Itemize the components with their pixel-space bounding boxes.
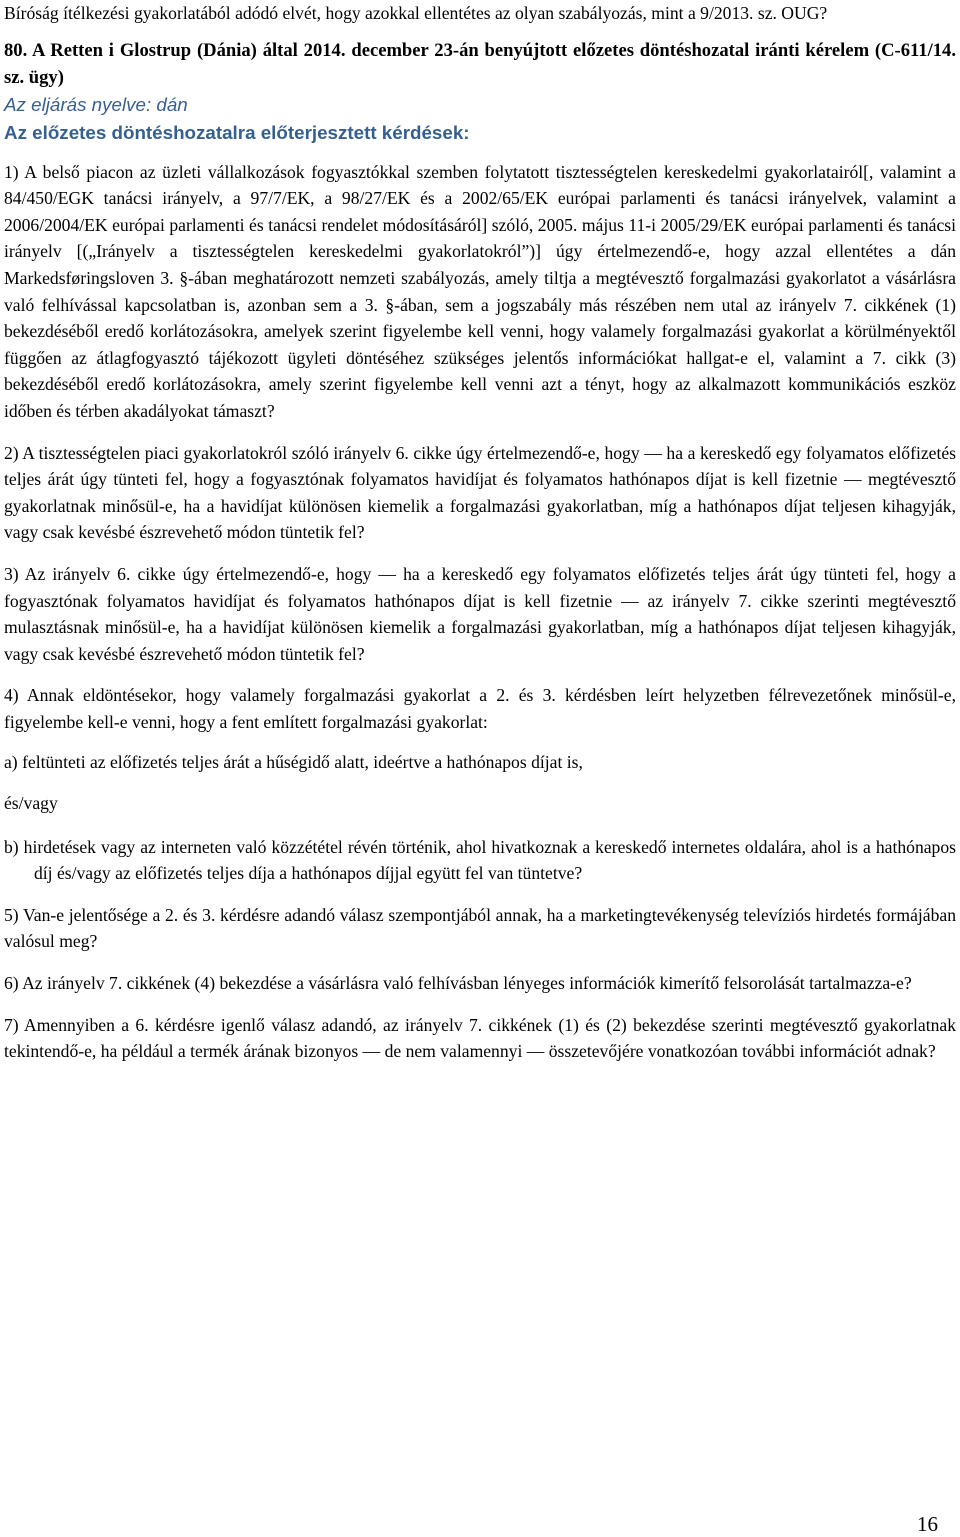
question-5: 5) Van-e jelentősége a 2. és 3. kérdésre adandó válasz szempontjából annak, ha a marketingtevékenység televíziós hirdetés formájában valósul meg?: [4, 904, 956, 952]
case-title: 80. A Retten i Glostrup (Dánia) által 2014. december 23-án benyújtott előzetes döntéshozatal iránti kérelem (C-611/14. sz. ügy): [4, 39, 956, 88]
page-number: 16: [917, 1512, 938, 1536]
question-1: 1) A belső piacon az üzleti vállalkozások fogyasztókkal szemben folytatott tisztességtelen kereskedelmi gyakorlatairól[, valamint a 84/450/EGK tanácsi irányelv, a 97/7/EK, a 98/27/EK és a 2002/65/EK európai parlamenti és tanácsi irányelvek, valamint a 2006/2004/EK európai parlamenti és tanácsi rendelet módosításáról] szóló, 2005. május 11-i 2005/29/EK európai parlamenti és tanácsi irányelv [(„Irányelv a tisztességtelen kereskedelmi gyakorlatokról”)] úgy értelmezendő-e, hogy azzal ellentétes a dán Markedsføringsloven 3. §-ában meghatározott nemzeti szabályozás, amely tiltja a megtévesztő forgalmazási gyakorlatot a vásárlásra való felhívással kapcsolatban is, azonban sem a 3. §-ában, sem a jogszabály más részében nem utal az irányelv 7. cikkének (1) bekezdéséből eredő korlátozásokra, amelyek szerint figyelembe kell venni, hogy valamely forgalmazási gyakorlat a körülményektől függően az átlagfogyasztó tájékozott ügyleti döntéséhez szükséges jelentős információkat hallgat-e el, valamint a 7. cikk (3) bekezdéséből eredő korlátozásokra, amely szerint figyelembe kell venni azt a tényt, hogy az alkalmazott kommunikációs eszköz időben és térben akadályokat támaszt?: [4, 161, 956, 421]
intro-paragraph: Bíróság ítélkezési gyakorlatából adódó elvét, hogy azokkal ellentétes az olyan szabályozás, mint a 9/2013. sz. OUG?: [4, 3, 828, 23]
question-3: 3) Az irányelv 6. cikke úgy értelmezendő-e, hogy ― ha a kereskedő egy folyamatos előfizetés teljes árát úgy tünteti fel, hogy a fogyasztónak folyamatos havidíjat és folyamatos hathónapos díjat is kell fizetnie ― az irányelv 7. cikke szerinti megtévesztő mulasztásnak minősül-e, ha a havidíjat különösen kiemelik a forgalmazási gyakorlatban, míg a hathónapos díjat teljesen kihagyják, vagy csak kevésbé észrevehető módon tüntetik fel?: [4, 563, 956, 664]
question-7: 7) Amennyiben a 6. kérdésre igenlő válasz adandó, az irányelv 7. cikkének (1) és (2) bekezdése szerinti megtévesztő gyakorlatnak tekintendő-e, ha például a termék árának bizonyos ― de nem valamennyi ― összetevőjére vonatkozóan további információt adnak?: [4, 1014, 956, 1062]
question-4-option-b: b) hirdetések vagy az interneten való közzététel révén történik, ahol hivatkoznak a kereskedő internetes oldalára, ahol is a hathónapos díj és/vagy az előfizetés teljes díja a hathónapos díjjal együtt fel van tüntetve?: [4, 836, 956, 884]
document-page: [4, 0, 956, 1065]
questions-heading: Az előzetes döntéshozatalra előterjesztett kérdések:: [4, 121, 470, 143]
question-2: 2) A tisztességtelen piaci gyakorlatokról szóló irányelv 6. cikke úgy értelmezendő-e, hogy ― ha a kereskedő egy folyamatos előfizetés teljes árát úgy tünteti fel, hogy a fogyasztónak folyamatos havidíjat és folyamatos hathónapos díjat is kell fizetnie ― megtévesztő gyakorlatnak minősül-e, ha a havidíjat különösen kiemelik a forgalmazási gyakorlatban, míg a hathónapos díjat teljesen kihagyják, vagy csak kevésbé észrevehető módon tüntetik fel?: [4, 442, 956, 543]
question-6: 6) Az irányelv 7. cikkének (4) bekezdése a vásárlásra való felhívásban lényeges információk kimerítő felsorolását tartalmazza-e?: [4, 973, 912, 994]
procedure-language: Az eljárás nyelve: dán: [4, 93, 188, 115]
question-4: 4) Annak eldöntésekor, hogy valamely forgalmazási gyakorlat a 2. és 3. kérdésben leírt helyzetben félrevezetőnek minősül-e, figyelembe kell-e venni, hogy a fent említett forgalmazási gyakorlat:: [4, 685, 956, 732]
question-4-conjunction: és/vagy: [4, 793, 58, 814]
question-4-option-a: a) feltünteti az előfizetés teljes árát a hűségidő alatt, ideértve a hathónapos díjat is,: [4, 752, 583, 773]
